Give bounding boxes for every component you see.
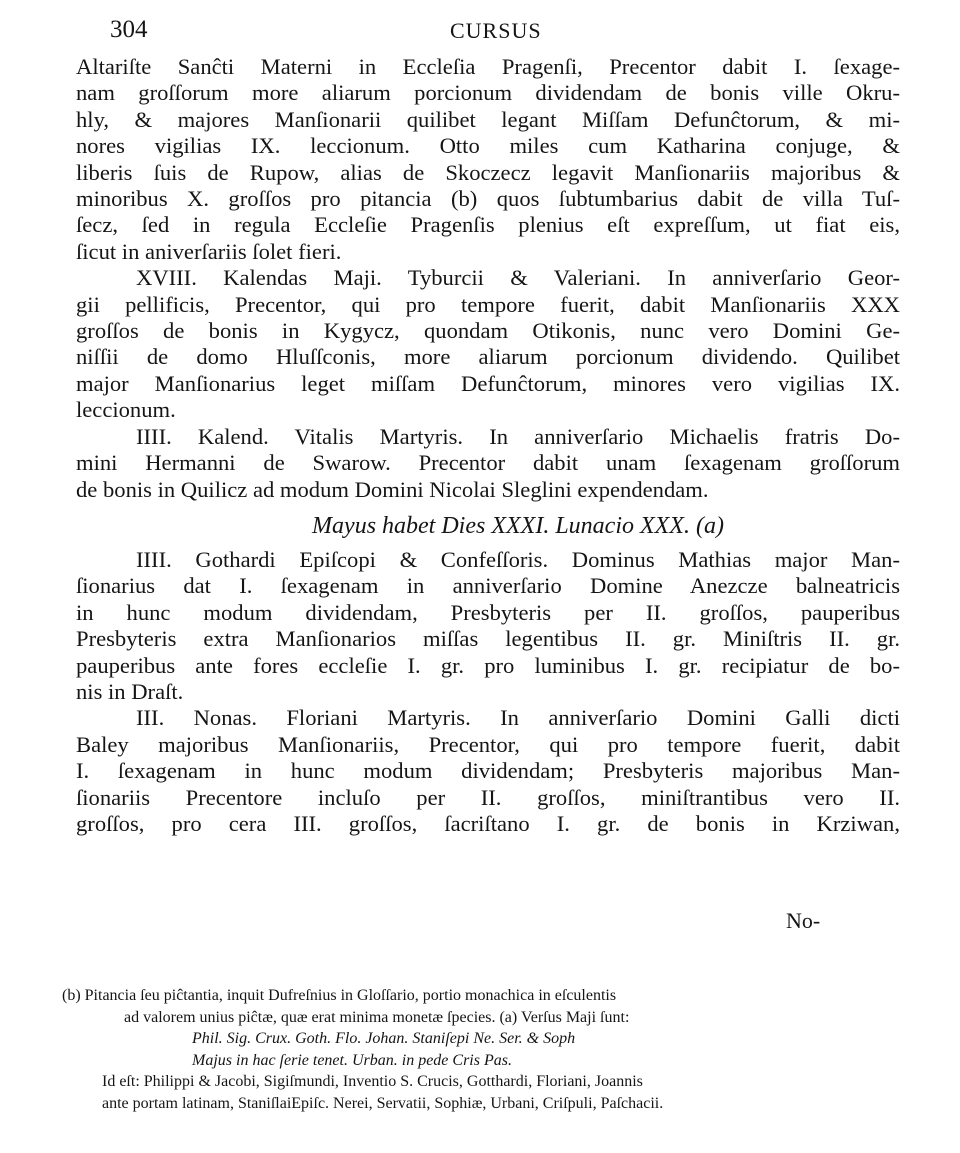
text-line: gii pellificis, Precentor, qui pro tempore fuerit, dabit Manſionariis XXX — [76, 291, 900, 317]
text-line: niſſii de domo Hluſſconis, more aliarum porcionum dividendo. Quilibet — [76, 344, 900, 370]
page-header — [0, 10, 960, 46]
text-line: mini Hermanni de Swarow. Precentor dabit unam ſexagenam groſſorum — [76, 450, 900, 476]
text-line: de bonis in Quilicz ad modum Domini Nicolai Sleglini expendendam. — [76, 476, 709, 502]
text-line: nis in Draſt. — [76, 678, 184, 704]
running-title: CURSUS — [450, 18, 542, 43]
text-line: XVIII. Kalendas Maji. Tyburcii & Valeriani. In anniverſario Geor- — [136, 265, 900, 291]
text-line: groſſos de bonis in Kygycz, quondam Otikonis, nunc vero Domini Ge- — [76, 318, 900, 344]
text-line: groſſos, pro cera III. groſſos, ſacriſtano I. gr. de bonis in Krziwan, — [76, 810, 900, 836]
text-line: liberis ſuis de Rupow, alias de Skoczecz legavit Manſionariis majoribus & — [76, 159, 900, 185]
text-line: ſicut in aniverſariis ſolet fieri. — [76, 238, 342, 264]
page-number: 304 — [110, 16, 148, 43]
text-line: III. Nonas. Floriani Martyris. In anniverſario Domini Galli dicti — [136, 705, 900, 731]
footnote-line: ante portam latinam, StaniſlaiEpiſc. Nerei, Servatii, Sophiæ, Urbani, Criſpuli, Paſchacii. — [102, 1094, 664, 1112]
text-line: nam groſſorum more aliarum porcionum dividendam de bonis ville Okru- — [76, 80, 900, 106]
text-line: Presbyteris extra Manſionarios miſſas legentibus II. gr. Miniſtris II. gr. — [76, 626, 900, 652]
footnote-verse-line: Phil. Sig. Crux. Goth. Flo. Johan. Staniſepi Ne. Ser. & Soph — [192, 1030, 576, 1047]
footnote-verse-line: Majus in hac ſerie tenet. Urban. in pede Cris Pas. — [192, 1051, 512, 1069]
text-line: ſecz, ſed in regula Eccleſie Pragenſis plenius eſt expreſſum, ut fiat eis, — [76, 212, 900, 238]
footnote-line: (b) Pitancia ſeu piĉtantia, inquit Dufreſnius in Gloſſario, portio monachica in eſculentis — [62, 987, 617, 1004]
text-line: pauperibus ante fores eccleſie I. gr. pro luminibus I. gr. recipiatur de bo- — [76, 652, 900, 678]
text-line: minoribus X. groſſos pro pitancia (b) quos ſubtumbarius dabit de villa Tuſ- — [76, 186, 900, 212]
text-line: I. ſexagenam in hunc modum dividendam; Presbyteris majoribus Man- — [76, 758, 900, 784]
text-line: IIII. Gothardi Epiſcopi & Confeſſoris. Dominus Mathias major Man- — [136, 546, 900, 572]
text-line: hly, & majores Manſionarii quilibet legant Miſſam Defunĉtorum, & mi- — [76, 106, 900, 132]
text-line: in hunc modum dividendam, Presbyteris per II. groſſos, pauperibus — [76, 599, 900, 625]
text-line: IIII. Kalend. Vitalis Martyris. In anniverſario Michaelis fratris Do- — [136, 423, 900, 449]
footnote-line: ad valorem unius piĉtæ, quæ erat minima monetæ ſpecies. (a) Verſus Maji ſunt: — [124, 1008, 630, 1026]
text-line: Baley majoribus Manſionariis, Precentor, qui pro tempore fuerit, dabit — [76, 731, 900, 757]
section-heading: Mayus habet Dies XXXI. Lunacio XXX. (a) — [312, 512, 724, 539]
main-text — [76, 54, 900, 837]
text-line: Altariſte Sanĉti Materni in Eccleſia Pragenſi, Precentor dabit I. ſexage- — [76, 54, 900, 79]
catchword: No- — [786, 908, 821, 933]
footnotes — [62, 985, 902, 1114]
footnote-line: Id eſt: Philippi & Jacobi, Sigiſmundi, Inventio S. Crucis, Gotthardi, Floriani, Joannis — [102, 1073, 643, 1090]
text-line: ſionarius dat I. ſexagenam in anniverſario Domine Anezcze balneatricis — [76, 573, 900, 599]
text-line: nores vigilias IX. leccionum. Otto miles cum Katharina conjuge, & — [76, 133, 900, 159]
text-line: ſionariis Precentore incluſo per II. groſſos, miniſtrantibus vero II. — [76, 784, 900, 810]
text-line: major Manſionarius leget miſſam Defunĉtorum, minores vero vigilias IX. — [76, 370, 900, 396]
text-line: leccionum. — [76, 397, 176, 423]
